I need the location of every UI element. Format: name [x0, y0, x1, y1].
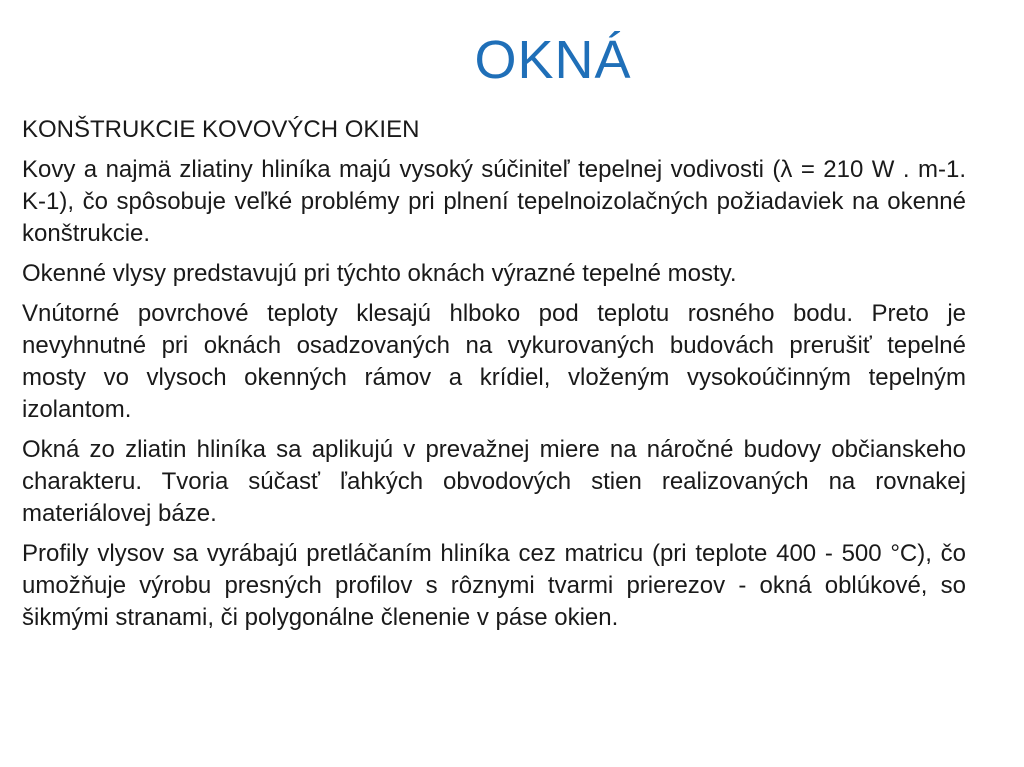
paragraph-aluminium-application: Okná zo zliatin hliníka sa aplikujú v prevažnej miere na náročné budovy občianskeho charakteru. Tvoria súčasť ľahkých obvodových stien realizovaných na rovnakej materiálovej báze. — [22, 436, 966, 527]
paragraph-thermal-conductivity: Kovy a najmä zliatiny hliníka majú vysoký súčiniteľ tepelnej vodivosti (λ = 210 W . m-1. K-1), čo spôsobuje veľké problémy pri plnení tepelnoizolačných požiadaviek na okenné konštrukcie. — [22, 156, 966, 247]
paragraph-thermal-bridges: Okenné vlysy predstavujú pri týchto oknách výrazné tepelné mosty. — [22, 260, 737, 287]
slide-title: OKNÁ — [474, 30, 632, 90]
paragraph-surface-temperatures: Vnútorné povrchové teploty klesajú hlboko pod teplotu rosného bodu. Preto je nevyhnutné pri oknách osadzovaných na vykurovaných budovách prerušiť tepelné mosty vo vlysoch okenných rámov a krídiel, vloženým vysokoúčinným tepelným izolantom. — [22, 300, 966, 423]
slide-content — [22, 114, 966, 642]
paragraph-profile-extrusion: Profily vlysov sa vyrábajú pretláčaním hliníka cez matricu (pri teplote 400 - 500 °C), čo umožňuje výrobu presných profilov s rôznymi tvarmi prierezov - okná oblúkové, so šikmými stranami, či polygonálne členenie v páse okien. — [22, 540, 966, 631]
section-heading: KONŠTRUKCIE KOVOVÝCH OKIEN — [22, 116, 420, 143]
